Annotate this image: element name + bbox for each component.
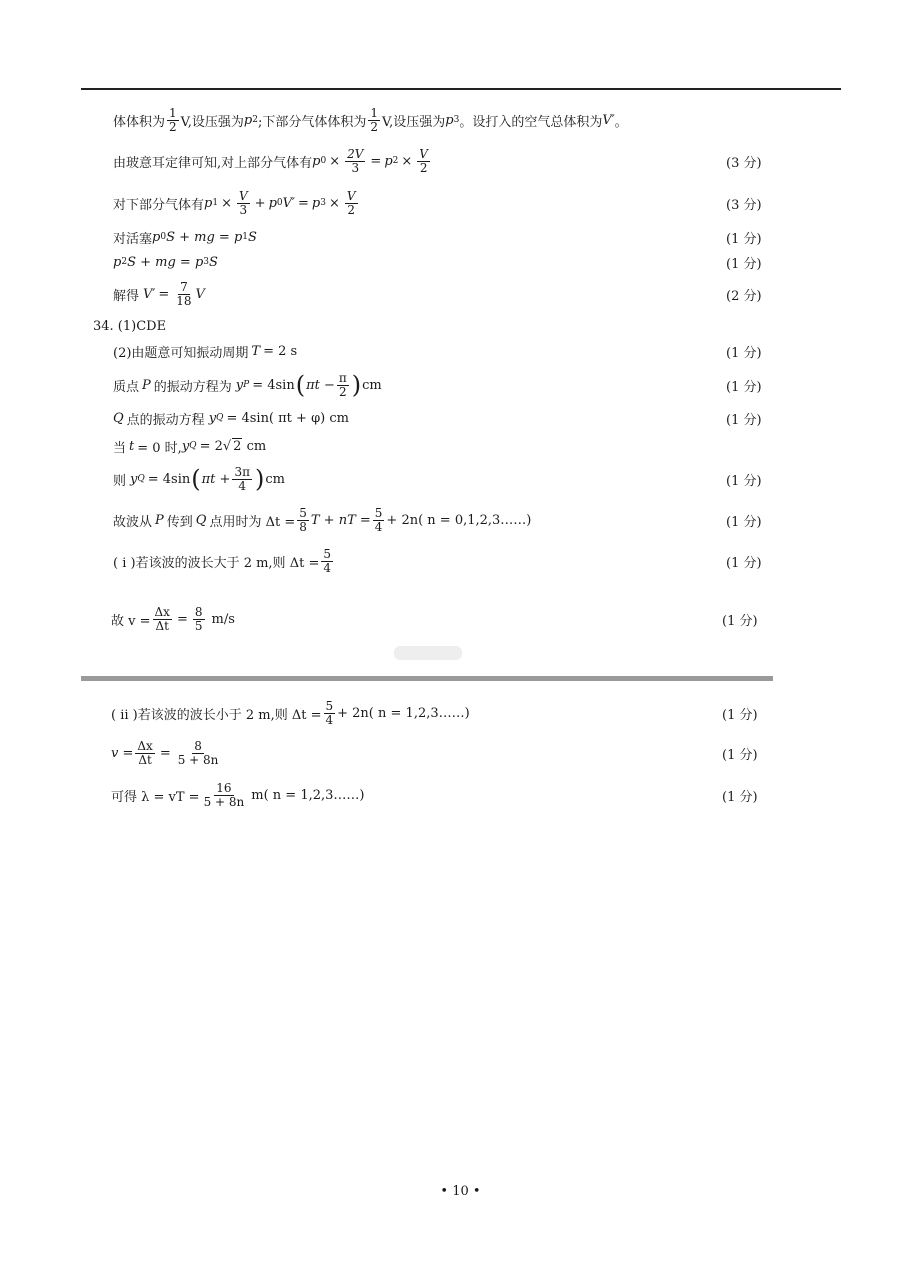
text: 由玻意耳定律可知,对上部分气体有 bbox=[113, 155, 313, 171]
score-label: (1 分) bbox=[726, 473, 762, 489]
text: 对下部分气体有 bbox=[113, 197, 205, 213]
solution-line-11: 当 t = 0 时, y Q = 2 √ 2 cm bbox=[113, 438, 267, 456]
fraction: $\frac{5}{4}$ bbox=[323, 546, 331, 575]
text: V,设压强为 bbox=[180, 114, 244, 130]
solution-line-17: v = $\frac{\Delta x}{\Delta t}$ = $\frac{8}{5 + 8n}$ (1 分) bbox=[111, 738, 758, 767]
solution-line-15: 故 v = $\frac{\Delta x}{\Delta t}$ = $\frac{8}{5}$ m/s (1 分) bbox=[111, 604, 758, 633]
score-label: (1 分) bbox=[722, 707, 758, 723]
fraction: $\frac{V}{2}$ bbox=[419, 146, 428, 175]
score-label: (1 分) bbox=[722, 789, 758, 805]
solution-line-13: 故波从 P 传到 Q 点用时为 Δt = $\frac{5}{8}$ T + nT = $\frac{5}{4}$ + 2n( n = 0,1,2,3……) (1 分) bbox=[113, 505, 762, 534]
fraction: $\frac{16}{5 + 8n}$ bbox=[203, 780, 245, 809]
fraction: $\frac{5}{4}$ bbox=[374, 505, 383, 534]
solution-line-1: 体体积为 $\frac{1}{2}$ V,设压强为 p 2 ;下部分气体体积为 $\frac{1}{2}$ V,设压强为 p 3 。设打入的空气总体积为 V′ 。 bbox=[113, 105, 628, 134]
score-label: (1 分) bbox=[722, 747, 758, 763]
solution-line-3: 对下部分气体有 p 1 × $\frac{V}{3}$ + p 0 V′ = p 3 × $\frac{V}{2}$ (3 分) bbox=[113, 188, 762, 217]
fraction: $\frac{8}{5 + 8n}$ bbox=[177, 738, 219, 767]
score-label: (1 分) bbox=[726, 256, 762, 272]
fraction: $\frac{2V}{3}$ bbox=[347, 146, 364, 175]
score-label: (2 分) bbox=[726, 288, 762, 304]
solution-line-5: p 2 S + mg = p 3 S (1 分) bbox=[0, 249, 921, 275]
score-label: (3 分) bbox=[726, 197, 762, 213]
solution-line-14: ( ⅰ )若该波的波长大于 2 m,则 Δt = $\frac{5}{4}$ (1 分) bbox=[113, 546, 762, 575]
fraction: $\frac{\Delta x}{\Delta t}$ bbox=[154, 604, 170, 633]
fraction: $\frac{1}{2}$ bbox=[370, 105, 378, 134]
text: 。设打入的空气总体积为 bbox=[459, 114, 603, 130]
solution-line-6: 解得 V′ = $\frac{7}{18}$ V (2 分) bbox=[113, 279, 762, 308]
score-label: (1 分) bbox=[722, 613, 758, 629]
solution-line-2: 由玻意耳定律可知,对上部分气体有 p 0 × $\frac{2V}{3}$ = p 2 × $\frac{V}{2}$ (3 分) bbox=[113, 146, 762, 175]
solution-line-9: 质点 P 的振动方程为 y P = 4sin ( πt − $\frac{\pi}{2}$ ) cm (1 分) bbox=[113, 370, 762, 399]
fraction: $\frac{7}{18}$ bbox=[176, 279, 192, 308]
solution-line-12: 则 y Q = 4sin ( πt + $\frac{3\pi}{4}$ ) cm (1 分) bbox=[113, 464, 762, 493]
question-34-header: 34. (1)CDE bbox=[93, 318, 167, 334]
solution-line-10: Q 点的振动方程 y Q = 4sin( πt + φ) cm (1 分) bbox=[0, 405, 921, 431]
text: 体体积为 bbox=[113, 114, 166, 130]
fraction: $\frac{\pi}{2}$ bbox=[338, 370, 347, 399]
fraction: $\frac{1}{2}$ bbox=[169, 105, 177, 134]
page-number: • 10 • bbox=[440, 1184, 481, 1199]
score-label: (1 分) bbox=[726, 412, 762, 428]
fraction: $\frac{8}{5}$ bbox=[194, 604, 203, 633]
top-rule bbox=[81, 88, 841, 90]
text: ;下部分气体体积为 bbox=[257, 114, 367, 130]
scan-smudge bbox=[394, 646, 462, 660]
fraction: $\frac{V}{2}$ bbox=[346, 188, 356, 217]
solution-line-4: 对活塞 p 0 S + mg = p 1 S (1 分) bbox=[0, 224, 921, 250]
fraction: $\frac{5}{4}$ bbox=[325, 698, 334, 727]
solution-line-16: ( ⅱ )若该波的波长小于 2 m,则 Δt = $\frac{5}{4}$ + 2n( n = 1,2,3……) (1 分) bbox=[111, 698, 758, 727]
solution-line-18: 可得 λ = vT = $\frac{16}{5 + 8n}$ m( n = 1,2,3……) (1 分) bbox=[111, 780, 758, 809]
score-label: (1 分) bbox=[726, 555, 762, 571]
page-divider bbox=[81, 676, 773, 681]
fraction: $\frac{\Delta x}{\Delta t}$ bbox=[137, 738, 153, 767]
score-label: (1 分) bbox=[726, 231, 762, 247]
solution-line-8: (2)由题意可知振动周期 T = 2 s (1 分) bbox=[0, 338, 921, 364]
score-label: (1 分) bbox=[726, 345, 762, 361]
fraction: $\frac{5}{8}$ bbox=[299, 505, 307, 534]
score-label: (3 分) bbox=[726, 155, 762, 171]
score-label: (1 分) bbox=[726, 514, 762, 530]
text: V,设压强为 bbox=[382, 114, 446, 130]
fraction: $\frac{V}{3}$ bbox=[238, 188, 248, 217]
score-label: (1 分) bbox=[726, 379, 762, 395]
fraction: $\frac{3\pi}{4}$ bbox=[234, 464, 250, 493]
